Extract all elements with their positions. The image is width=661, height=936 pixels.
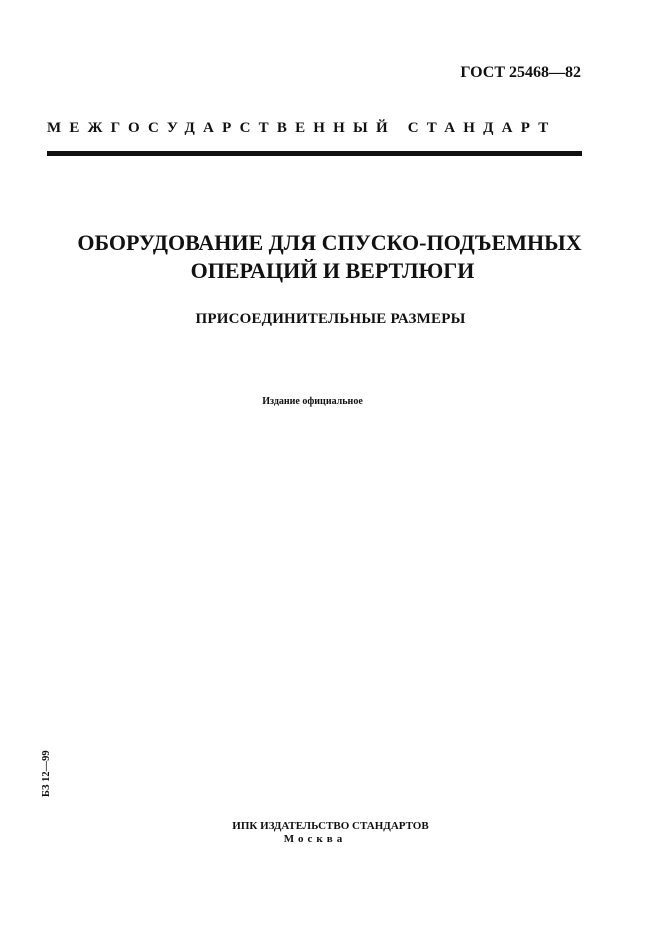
publisher-name: ИПК ИЗДАТЕЛЬСТВО СТАНДАРТОВ (232, 820, 429, 832)
publisher-city: Москва (283, 833, 347, 845)
edition-note: Издание официальное (262, 396, 363, 407)
standard-category: МЕЖГОСУДАРСТВЕННЫЙ СТАНДАРТ (47, 120, 557, 136)
document-title-line-2: ОПЕРАЦИЙ И ВЕРТЛЮГИ (190, 258, 475, 283)
header-rule (47, 151, 582, 156)
document-subtitle: ПРИСОЕДИНИТЕЛЬНЫЕ РАЗМЕРЫ (195, 311, 466, 327)
side-registration-code: БЗ 12—99 (41, 750, 52, 797)
document-title-line-1: ОБОРУДОВАНИЕ ДЛЯ СПУСКО-ПОДЪЕМНЫХ (77, 230, 582, 255)
standard-number: ГОСТ 25468—82 (460, 64, 581, 81)
